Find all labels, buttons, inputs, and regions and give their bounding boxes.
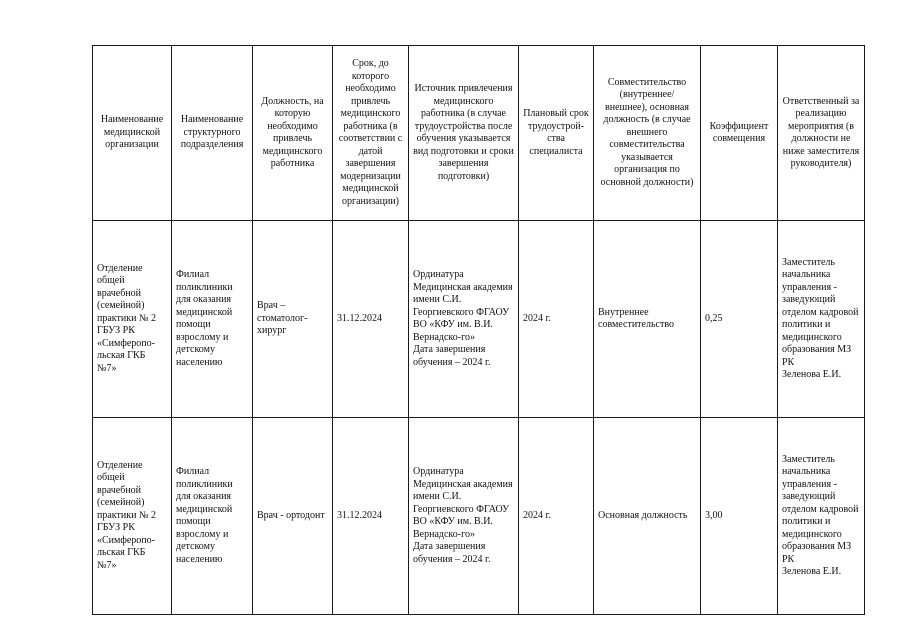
header-cell-responsible: Ответственный за реализацию мероприятия (в должности не ниже заместителя руководителя) (778, 46, 865, 221)
cell-unit: Филиал поликлиники для оказания медицинской помощи взрослому и детскому населению (172, 221, 253, 418)
cell-combination: Внутреннее совместительство (594, 221, 701, 418)
cell-term: 2024 г. (519, 221, 594, 418)
source-text: Ординатура Медицинская академия имени С.И. Георгиевского ФГАОУ ВО «КФУ им. В.И. Вернадско-го» (413, 466, 513, 540)
cell-deadline: 31.12.2024 (333, 221, 409, 418)
cell-unit: Филиал поликлиники для оказания медицинской помощи взрослому и детскому населению (172, 418, 253, 615)
cell-position: Врач – стоматолог-хирург (253, 221, 333, 418)
cell-coefficient: 3,00 (701, 418, 778, 615)
cell-combination: Основная должность (594, 418, 701, 615)
source-end-date: Дата завершения обучения – 2024 г. (413, 344, 491, 368)
source-text: Ординатура Медицинская академия имени С.И. Георгиевского ФГАОУ ВО «КФУ им. В.И. Вернадско-го» (413, 269, 513, 343)
header-cell-coefficient: Коэффициент совмещения (701, 46, 778, 221)
table-row (93, 418, 865, 615)
cell-source (409, 418, 519, 615)
header-cell-source: Источник привлечения медицинского работника (в случае трудоустройства после обучения указывается вид подготовки и сроки завершения подготовки) (409, 46, 519, 221)
cell-term: 2024 г. (519, 418, 594, 615)
cell-organization: Отделение общей врачебной (семейной) практики № 2 ГБУЗ РК «Симферопо-льская ГКБ №7» (93, 418, 172, 615)
header-cell-deadline: Срок, до которого необходимо привлечь медицинского работника (в соответствии с датой завершения модернизации медицинской организации) (333, 46, 409, 221)
header-row (93, 46, 865, 221)
header-cell-combination: Совместительство (внутреннее/ внешнее), основная должность (в случае внешнего совместительства указывается организация по основной должности) (594, 46, 701, 221)
cell-organization: Отделение общей врачебной (семейной) практики № 2 ГБУЗ РК «Симферопо-льская ГКБ №7» (93, 221, 172, 418)
responsible-name: Зеленова Е.И. (782, 369, 842, 380)
header-cell-position: Должность, на которую необходимо привлечь медицинского работника (253, 46, 333, 221)
responsible-position: Заместитель начальника управления - заведующий отделом кадровой политики и медицинского образования МЗ РК (782, 256, 859, 368)
cell-coefficient: 0,25 (701, 221, 778, 418)
cell-position: Врач - ортодонт (253, 418, 333, 615)
header-cell-term: Плановый срок трудоустрой-ства специалиста (519, 46, 594, 221)
cell-deadline: 31.12.2024 (333, 418, 409, 615)
staffing-table (92, 45, 865, 615)
cell-source (409, 221, 519, 418)
cell-responsible (778, 221, 865, 418)
source-end-date: Дата завершения обучения – 2024 г. (413, 541, 491, 565)
responsible-name: Зеленова Е.И. (782, 566, 842, 577)
cell-responsible (778, 418, 865, 615)
responsible-position: Заместитель начальника управления - заведующий отделом кадровой политики и медицинского образования МЗ РК (782, 453, 859, 565)
header-cell-organization: Наименование медицинской организации (93, 46, 172, 221)
table-row (93, 221, 865, 418)
header-cell-unit: Наименование структурного подразделения (172, 46, 253, 221)
